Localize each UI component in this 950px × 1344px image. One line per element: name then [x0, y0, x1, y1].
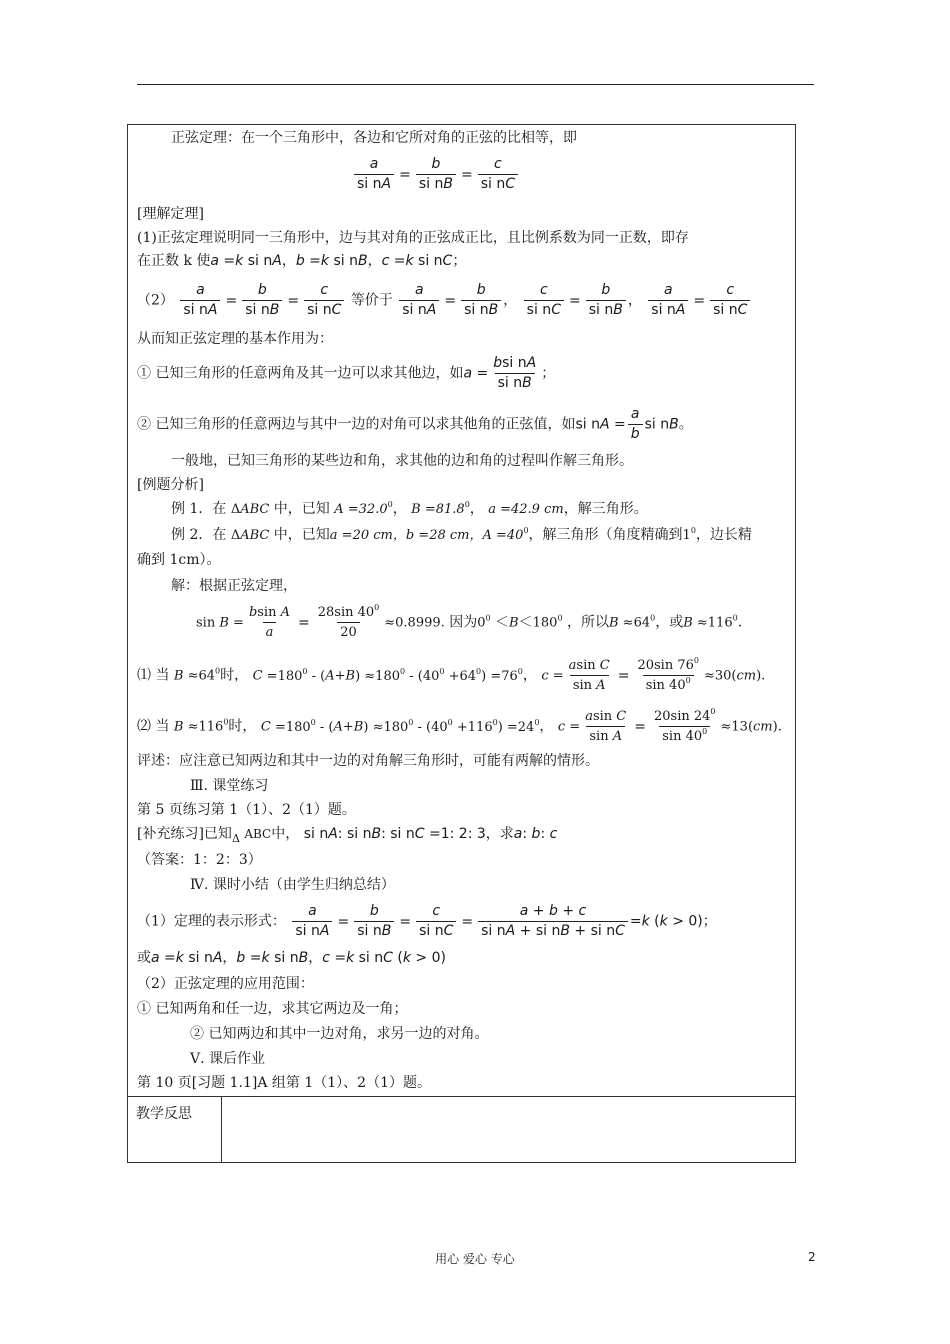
- example-1-mid: 中，已知: [273, 501, 330, 517]
- example-1-angle-b: B =81.8: [411, 502, 465, 517]
- page-number: 2: [808, 1250, 816, 1264]
- example-2-mid: 中，已知: [273, 527, 330, 543]
- case-1-label: ⑴ 当: [137, 667, 170, 684]
- solution-label: 解：根据正弦定理，: [171, 578, 297, 594]
- example-1-side-a: a =42.9 cm: [488, 502, 564, 517]
- understand-2-label: （2）: [137, 292, 174, 309]
- sol-therefore: ，所以: [566, 614, 609, 631]
- understand-1b-text: 在正数 k 使: [137, 253, 211, 269]
- summary-1-label: （1）定理的表示形式：: [137, 913, 286, 930]
- use-1-text: ① 已知三角形的任意两角及其一边可以求其他边，如: [137, 365, 464, 382]
- footer-text: 用心 爱心 专心: [435, 1252, 515, 1266]
- header-rule: [137, 84, 814, 85]
- understand-1a: (1)正弦定理说明同一三角形中，边与其对角的正弦成正比，且比例系数为同一正数，即存: [137, 230, 689, 246]
- example-2-angle: A =40: [482, 528, 524, 543]
- reflection-divider: [221, 1097, 222, 1162]
- understand-1b: 在正数 k 使a =k si nA，b =k si nB，c =k si nC；: [137, 253, 467, 269]
- example-1: 例 1．在 ΔABC 中，已知 $A =32.0^0$， $B =81.8^0$， a =42.9 cm，解三角形。: [171, 500, 648, 517]
- case-2-label: ⑵ 当: [137, 718, 170, 735]
- section-understand: [理解定理]: [137, 206, 204, 222]
- example-1-angle-a: A =32.0: [334, 502, 388, 517]
- scope-1: ① 已知两角和任一边，求其它两边及一角；: [137, 1001, 408, 1017]
- remark: 评述：应注意已知两边和其中一边的对角解三角形时，可能有两解的情形。: [137, 753, 599, 769]
- example-2-prefix: 例 2．在: [171, 527, 227, 543]
- example-1-prefix: 例 1．在: [171, 501, 227, 517]
- summary-or: 或a =k si nA，b =k si nB，c =k si nC (k > 0): [137, 950, 446, 966]
- reflection-label: 教学反思: [136, 1106, 192, 1122]
- example-1-suffix: ，解三角形。: [563, 501, 648, 517]
- supplement-abc: ABC: [244, 827, 272, 841]
- homework: 第 10 页[习题 1.1]A 组第 1（1）、2（1）题。: [137, 1075, 431, 1091]
- understand-2: （2） $\frac{a}{\text{si nA}}$ = $\frac{b}{\text{si nB}}$ = $\frac{c}{\text{si nC}}$ 等价于 $\frac{a}{\text{si nA}}$ = $\frac{b}{\text{si nB}}$ ， $\frac{c}{\text{si nC}}$ = $\frac{b}{\text{si nB}}$ ， $\frac{a}{\text{si nA}}$ = $\frac{c}{\text{si nC}}$: [137, 282, 752, 319]
- practice: 第 5 页练习第 1（1）、2（1）题。: [137, 802, 356, 818]
- example-2-sides: a =20 cm，b =28 cm，: [329, 528, 483, 543]
- solution-formula: sin B = $\frac{\text{bsin A}}{a}$ = $\frac{28\sin 40^0}{20}$ ≈0.8999. 因为$0^0 <B<180^0$ ，所以$B \approx 64^0$，或$B \approx 116^0$.: [196, 603, 743, 640]
- section-5: Ⅴ. 课后作业: [190, 1051, 266, 1067]
- theorem-formula: $\frac{a}{\text{si nA}}$ = $\frac{b}{\text{si nB}}$ = $\frac{c}{\text{si nC}}$: [352, 156, 520, 193]
- supplement-prefix: [补充练习]已知: [137, 826, 232, 842]
- section-examples: [例题分析]: [137, 477, 204, 493]
- example-2-suffix2: ，边长精: [695, 527, 752, 543]
- summary-or-text: 或: [137, 950, 151, 966]
- case-2-when: 时，: [228, 718, 257, 735]
- summary-1: （1）定理的表示形式： $\frac{a}{\text{si nA}}$ = $\frac{b}{\text{si nB}}$ = $\frac{c}{\text{si nC}}$ = $\frac{a + b + c}{\text{si nA + si nB + si nC}}$ =k (k > 0)；: [137, 903, 717, 939]
- case-1-when: 时，: [220, 667, 249, 684]
- sol-or: ，或: [655, 614, 684, 631]
- section-3: Ⅲ. 课堂练习: [190, 778, 269, 794]
- supplement-mid: 中，: [271, 826, 300, 842]
- basic-use: 从而知正弦定理的基本作用为：: [137, 331, 333, 347]
- case-1: ⑴ 当 $B \approx 64^0$时， $C =180^0 - (A+B) \approx 180^0 - (40^0 +64^0) =76^0$， c = $\frac{\text{asin C}}{\text{sin A}}$ = $\frac{20\sin 76^0}{\sin 40^0}$ ≈30(cm).: [137, 656, 766, 693]
- theorem-text: 正弦定理：在一个三角形中，各边和它所对角的正弦的比相等，即: [171, 130, 577, 146]
- example-2-suffix: ，解三角形（角度精确到: [528, 527, 683, 543]
- use-2: ② 已知三角形的任意两边与其中一边的对角可以求其他角的正弦值，如si nA = $\frac{a}{b}$ si nB。: [137, 406, 693, 442]
- use-1: ① 已知三角形的任意两角及其一边可以求其他边，如a = $\frac{\text{bsi nA}}{\text{si nB}}$ ；: [137, 355, 556, 391]
- general-text: 一般地，已知三角形的某些边和角，求其他的边和角的过程叫作解三角形。: [171, 453, 633, 469]
- example-2: 例 2．在 ΔABC 中，已知a =20 cm，b =28 cm，$A =40^0$，解三角形（角度精确到$1^0$，边长精: [171, 526, 752, 543]
- supplement: [补充练习]已知$_\Delta$ ABC中， si nA: si nB: si nC =1: 2: 3，求a: b: c: [137, 826, 558, 845]
- use-2-text: ② 已知三角形的任意两边与其中一边的对角可以求其他角的正弦值，如: [137, 416, 576, 433]
- example-2-line2: 确到 1cm）。: [137, 552, 221, 568]
- summary-2: （2）正弦定理的应用范围：: [137, 976, 314, 992]
- scope-2: ② 已知两边和其中一边对角，求另一边的对角。: [190, 1026, 489, 1042]
- sol-because: 因为: [449, 614, 478, 631]
- reflection-row: [128, 1096, 795, 1162]
- case-2: ⑵ 当 $B \approx 116^0$时， $C =180^0 - (A+B) \approx 180^0 - (40^0 +116^0) =24^0$， c = $\frac{\text{asin C}}{\text{sin A}}$ = $\frac{20\sin 24^0}{\sin 40^0}$ ≈13(cm).: [137, 707, 782, 744]
- equivalent-to: 等价于: [350, 292, 393, 309]
- answer: （答案：1：2：3）: [137, 852, 262, 868]
- section-4: Ⅳ. 课时小结（由学生归纳总结）: [190, 877, 395, 893]
- supplement-ask: ，求: [485, 826, 514, 842]
